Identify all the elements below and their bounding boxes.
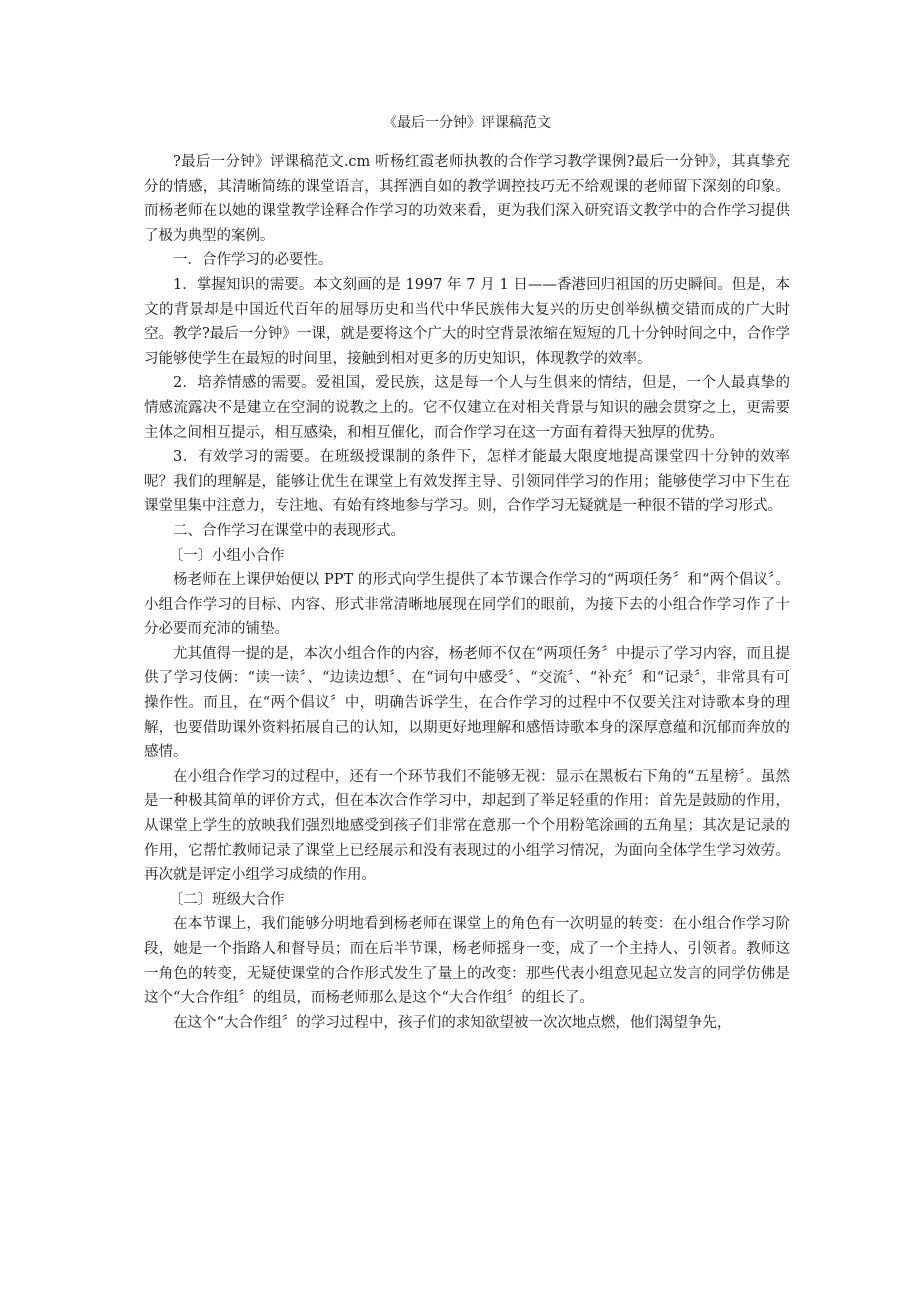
- small-group-paragraph-3: 在小组合作学习的过程中，还有一个环节我们不能够无视：显示在黑板右下角的“五星榜〞。虽然是一种极其简单的评价方式，但在本次合作学习中，却起到了举足轻重的作用：首先是鼓励的作用，从课堂上学生的放映我们强烈地感受到孩子们非常在意那一个个用粉笔涂画的五角星；其次是记录的作用，它帮忙教师记录了课堂上已经展示和没有表现过的小组学习情况，为面向全体学生学习效劳。再次就是评定小组学习成绩的作用。: [144, 768, 790, 884]
- point-effective-learning-paragraph: 3．有效学习的需要。在班级授课制的条件下，怎样才能最大限度地提高课堂四十分钟的效率呢？我们的理解是，能够让优生在课堂上有效发挥主导、引领同伴学习的作用；能够使学习中下生在课堂里集中注意力，专注地、有始有终地参与学习。则，合作学习无疑就是一种很不错的学习形式。: [144, 449, 790, 515]
- subsection-heading-class-cooperation: 〔二〕班级大合作: [168, 891, 285, 908]
- subsection-heading-small-group: 〔一〕小组小合作: [168, 547, 285, 564]
- intro-paragraph: ?最后一分钟》评课稿范文.cm 听杨红霞老师执教的合作学习教学课例?最后一分钟》，其真挚充分的情感，其清晰简练的课堂语言，其挥洒自如的教学调控技巧无不给观课的老师留下深刻的印象。而杨老师在以她的课堂教学诠释合作学习的功效来看，更为我们深入研究语文教学中的合作学习提供了极为典型的案例。: [144, 154, 790, 244]
- document-title: 《最后一分钟》评课稿范文: [383, 115, 551, 131]
- section-heading-necessity: 一．合作学习的必要性。: [173, 252, 333, 269]
- point-emotion-paragraph: 2．培养情感的需要。爱祖国，爱民族，这是每一个人与生俱来的情结，但是，一个人最真挚的情感流露决不是建立在空洞的说教之上的。它不仅建立在对相关背景与知识的融会贯穿之上，更需要主体之间相互提示，相互感染，和相互催化，而合作学习在这一方面有着得天独厚的优势。: [144, 375, 790, 441]
- class-cooperation-paragraph-1: 在本节课上，我们能够分明地看到杨老师在课堂上的角色有一次明显的转变：在小组合作学习阶段，她是一个指路人和督导员；而在后半节课，杨老师摇身一变，成了一个主持人、引领者。教师这一角色的转变，无疑使课堂的合作形式发生了量上的改变：那些代表小组意见起立发言的同学仿佛是这个“大合作组〞的组员，而杨老师那么是这个“大合作组〞的组长了。: [144, 916, 790, 1007]
- point-knowledge-paragraph: 1．掌握知识的需要。本文刻画的是 1997 年 7 月 1 日——香港回归祖国的历史瞬间。但是，本文的背景却是中国近代百年的屈辱历史和当代中华民族伟大复兴的历史创举纵横交错而成的广大时空。教学?最后一分钟》一课，就是要将这个广大的时空背景浓缩在短短的几十分钟时间之中，合作学习能够使学生在最短的时间里，接触到相对更多的历史知识，体现教学的效率。: [144, 276, 790, 367]
- class-cooperation-paragraph-2: 在这个“大合作组〞的学习过程中，孩子们的求知欲望被一次次地点燃，他们渴望争先，: [173, 1014, 732, 1031]
- section-heading-forms: 二、合作学习在课堂中的表现形式。: [173, 522, 405, 539]
- small-group-paragraph-1: 杨老师在上课伊始便以 PPT 的形式向学生提供了本节课合作学习的“两项任务〞和“两个倡议〞。小组合作学习的目标、内容、形式非常清晰地展现在同学们的眼前，为接下去的小组合作学习作了十分必要而充沛的铺垫。: [144, 572, 790, 638]
- small-group-paragraph-2: 尤其值得一提的是，本次小组合作的内容，杨老师不仅在“两项任务〞中提示了学习内容，而且提供了学习伎俩：“读一读〞、“边读边想〞、在“词句中感受〞、“交流〞、“补充〞和“记录〞，非常具有可操作性。而且，在“两个倡议〞中，明确告诉学生，在合作学习的过程中不仅要关注对诗歌本身的理解，也要借助课外资料拓展自己的认知，以期更好地理解和感悟诗歌本身的深厚意蕴和沉郁而奔放的感情。: [144, 645, 790, 761]
- document-page: [144, 112, 790, 1035]
